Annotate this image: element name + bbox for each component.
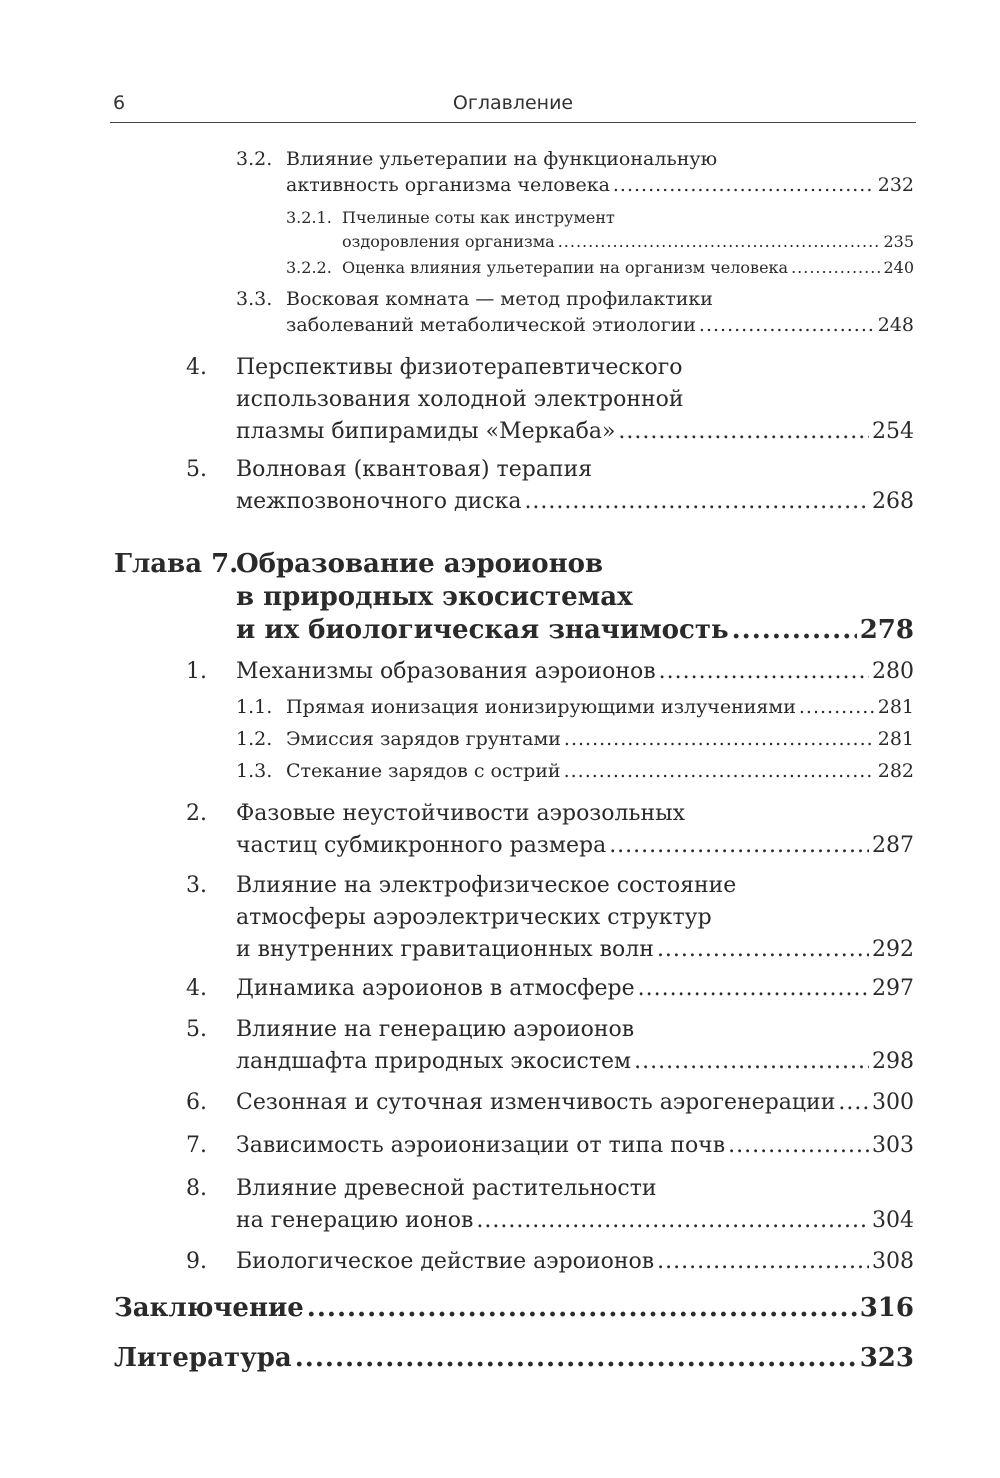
entry-number: 7. xyxy=(186,1133,207,1158)
entry-title-line: Влияние на генерацию аэроионов xyxy=(236,1017,635,1042)
entry-number: 9. xyxy=(186,1249,207,1274)
toc-entry-7-4[interactable] xyxy=(186,973,914,1005)
entry-number: 5. xyxy=(186,457,207,482)
leader-dots xyxy=(307,1292,857,1325)
entry-number: 1.1. xyxy=(236,696,273,718)
toc-references[interactable] xyxy=(114,1342,914,1375)
entry-title-line: Волновая (квантовая) терапия xyxy=(236,457,593,482)
entry-title-line: Влияние ульетерапии на функциональную xyxy=(286,148,718,170)
leader-dots xyxy=(295,1342,857,1375)
entry-page: 235 xyxy=(883,232,914,251)
running-head xyxy=(110,88,916,123)
toc-entry-7-5[interactable] xyxy=(186,1014,914,1078)
toc-entry-7-8[interactable] xyxy=(186,1173,914,1237)
entry-title-line: на генерацию ионов xyxy=(236,1208,474,1233)
leader-dots xyxy=(558,230,881,254)
chapter-title-line: и их биологическая значимость xyxy=(236,615,729,645)
entry-title-line: Влияние древесной растительности xyxy=(236,1176,657,1201)
entry-title-line: Восковая комната — метод профилактики xyxy=(286,288,713,310)
leader-dots xyxy=(613,172,875,198)
entry-number: 2. xyxy=(186,801,207,826)
entry-title-line: Литература xyxy=(114,1343,292,1373)
entry-number: 6. xyxy=(186,1090,207,1115)
entry-title-line: ландшафта природных экосистем xyxy=(236,1049,632,1074)
entry-title-line: Заключение xyxy=(114,1293,304,1323)
leader-dots xyxy=(799,694,875,720)
entry-page: 240 xyxy=(883,258,914,277)
toc-entry-6-4[interactable] xyxy=(186,352,914,448)
entry-title-line: Сезонная и суточная изменчивость аэрогенерации xyxy=(236,1090,836,1115)
leader-dots xyxy=(476,1205,869,1237)
entry-number: 4. xyxy=(186,355,207,380)
entry-page: 316 xyxy=(859,1293,914,1323)
entry-page: 248 xyxy=(877,314,914,336)
leader-dots xyxy=(657,1246,869,1278)
entry-title-line: использования холодной электронной xyxy=(236,387,684,412)
toc-entry-7-1-3[interactable] xyxy=(236,758,914,784)
toc-entry-7-3[interactable] xyxy=(186,870,914,966)
entry-title-line: Прямая ионизация ионизирующими излучениями xyxy=(286,696,796,718)
chapter-page: 278 xyxy=(859,615,914,645)
entry-number: 8. xyxy=(186,1176,207,1201)
entry-title-line: Перспективы физиотерапевтического xyxy=(236,355,683,380)
entry-title-line: частиц субмикронного размера xyxy=(236,833,607,858)
entry-title-line: Биологическое действие аэроионов xyxy=(236,1249,655,1274)
toc-entry-7-6[interactable] xyxy=(186,1087,914,1119)
toc-entry-6-5[interactable] xyxy=(186,454,914,518)
entry-title-line: Динамика аэроионов в атмосфере xyxy=(236,976,635,1001)
entry-number: 3.2. xyxy=(236,148,273,170)
entry-page: 300 xyxy=(872,1090,914,1115)
entry-title-line: и внутренних гравитационных волн xyxy=(236,937,654,962)
leader-dots xyxy=(659,656,869,688)
entry-number: 3. xyxy=(186,873,207,898)
chapter-number: Глава 7. xyxy=(114,549,239,579)
toc-conclusion[interactable] xyxy=(114,1292,914,1325)
chapter-title-line: в природных экосистемах xyxy=(236,582,633,612)
toc-entry-3-2-2[interactable] xyxy=(286,256,914,280)
entry-title-line: Эмиссия зарядов грунтами xyxy=(286,728,561,750)
entry-number: 1.3. xyxy=(236,760,273,782)
toc-entry-7-1-2[interactable] xyxy=(236,726,914,752)
entry-number: 3.2.2. xyxy=(286,258,332,277)
entry-number: 1. xyxy=(186,659,207,684)
header-title: Оглавление xyxy=(452,92,574,114)
leader-dots xyxy=(791,256,880,280)
entry-title-line: заболеваний метаболической этиологии xyxy=(286,314,696,336)
entry-title-line: оздоровления организма xyxy=(342,232,555,251)
entry-page: 303 xyxy=(872,1133,914,1158)
entry-title-line: Оценка влияния ульетерапии на организм человека xyxy=(342,258,789,277)
chapter-title-line: Образование аэроионов xyxy=(236,549,604,579)
entry-title-line: активность организма человека xyxy=(286,174,610,196)
entry-title-line: Фазовые неустойчивости аэрозольных xyxy=(236,801,686,826)
entry-title-line: атмосферы аэроэлектрических структур xyxy=(236,905,712,930)
leader-dots xyxy=(838,1087,869,1119)
entry-title-line: Зависимость аэроионизации от типа почв xyxy=(236,1133,726,1158)
leader-dots xyxy=(728,1130,869,1162)
leader-dots xyxy=(618,416,869,448)
entry-page: 298 xyxy=(872,1049,914,1074)
entry-number: 3.2.1. xyxy=(286,208,332,227)
entry-number: 4. xyxy=(186,976,207,1001)
entry-number: 5. xyxy=(186,1017,207,1042)
leader-dots xyxy=(564,758,875,784)
entry-title-line: Пчелиные соты как инструмент xyxy=(342,208,615,227)
entry-page: 268 xyxy=(872,489,914,514)
toc-entry-7-7[interactable] xyxy=(186,1130,914,1162)
page-number: 6 xyxy=(113,92,126,114)
entry-page: 308 xyxy=(872,1249,914,1274)
leader-dots xyxy=(634,1046,869,1078)
leader-dots xyxy=(564,726,875,752)
entry-number: 3.3. xyxy=(236,288,273,310)
leader-dots xyxy=(524,486,869,518)
toc-entry-7-9[interactable] xyxy=(186,1246,914,1278)
toc-chapter-7[interactable] xyxy=(114,548,914,647)
toc-entry-3-2[interactable] xyxy=(236,146,914,198)
entry-number: 1.2. xyxy=(236,728,273,750)
leader-dots xyxy=(638,973,869,1005)
toc-entry-7-2[interactable] xyxy=(186,798,914,862)
toc-entry-3-2-1[interactable] xyxy=(286,206,914,254)
toc-entry-7-1[interactable] xyxy=(186,656,914,688)
leader-dots xyxy=(609,830,869,862)
entry-page: 297 xyxy=(872,976,914,1001)
entry-page: 323 xyxy=(859,1343,914,1373)
leader-dots xyxy=(699,312,875,338)
entry-page: 281 xyxy=(877,696,914,718)
entry-page: 292 xyxy=(872,937,914,962)
toc-entry-3-3[interactable] xyxy=(236,286,914,338)
entry-title-line: Механизмы образования аэроионов xyxy=(236,659,656,684)
toc-entry-7-1-1[interactable] xyxy=(236,694,914,720)
entry-page: 254 xyxy=(872,419,914,444)
entry-title-line: плазмы бипирамиды «Меркаба» xyxy=(236,419,616,444)
entry-page: 232 xyxy=(877,174,914,196)
entry-title-line: Стекание зарядов с острий xyxy=(286,760,561,782)
entry-page: 287 xyxy=(872,833,914,858)
entry-title-line: Влияние на электрофизическое состояние xyxy=(236,873,737,898)
leader-dots xyxy=(732,614,857,647)
entry-page: 304 xyxy=(872,1208,914,1233)
leader-dots xyxy=(657,934,869,966)
entry-page: 280 xyxy=(872,659,914,684)
entry-title-line: межпозвоночного диска xyxy=(236,489,522,514)
entry-page: 282 xyxy=(877,760,914,782)
entry-page: 281 xyxy=(877,728,914,750)
